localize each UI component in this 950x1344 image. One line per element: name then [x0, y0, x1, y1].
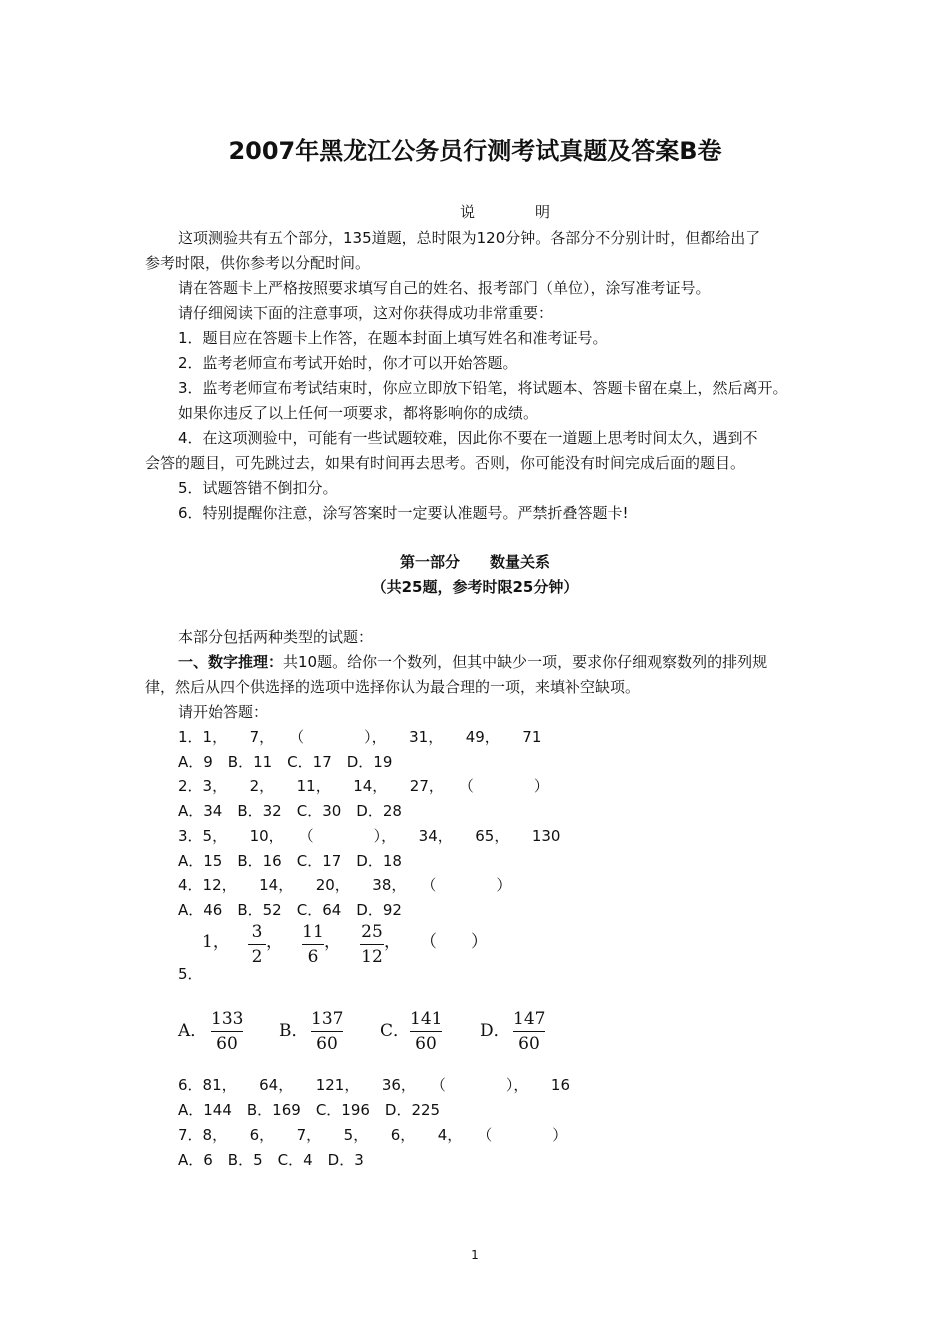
question-5-label: 5．	[178, 965, 203, 983]
intro-heading: 说明	[459, 203, 610, 221]
numerator: 133	[211, 1009, 244, 1029]
question-5-fraction	[360, 921, 384, 968]
numerator: 147	[513, 1009, 546, 1029]
comma: ，	[384, 932, 401, 952]
denominator: 2	[251, 947, 263, 967]
intro-line: 会答的题目，可先跳过去，如果有时间再去思考。否则，你可能没有时间完成后面的题目。	[145, 454, 746, 472]
question-4-options: A．46 B．52 C．64 D．92	[178, 901, 402, 919]
denominator: 60	[415, 1034, 437, 1054]
numerator: 3	[251, 922, 263, 942]
question-2: 2．3， 2， 11， 14， 27， （ ）	[178, 777, 549, 795]
question-7-options: A．6 B．5 C．4 D．3	[178, 1151, 364, 1169]
part-subtitle: （共25题，参考时限25分钟）	[371, 578, 579, 596]
section-text: 律，然后从四个供选择的选项中选择你认为最合理的一项，来填补空缺项。	[145, 678, 641, 696]
question-1: 1．1， 7， （ ）， 31， 49， 71	[178, 728, 542, 746]
begin-prompt: 请开始答题：	[178, 703, 269, 721]
intro-line: 如果你违反了以上任何一项要求，都将影响你的成绩。	[178, 404, 539, 422]
option-d-label: D．	[480, 1021, 511, 1041]
question-5-first-term: 1，	[202, 932, 230, 952]
section-line	[178, 652, 767, 672]
question-3: 3．5， 10， （ ）， 34， 65， 130	[178, 827, 561, 845]
denominator: 60	[216, 1034, 238, 1054]
question-6: 6．81， 64， 121， 36， （ ）， 16	[178, 1076, 571, 1094]
option-a-label: A．	[178, 1021, 208, 1041]
option-b-fraction	[311, 1008, 343, 1055]
option-b-label: B．	[279, 1021, 309, 1041]
intro-line: 参考时限，供你参考以分配时间。	[145, 254, 371, 272]
denominator: 12	[361, 947, 383, 967]
numerator: 11	[302, 922, 324, 942]
question-7: 7．8， 6， 7， 5， 6， 4， （ ）	[178, 1126, 568, 1144]
question-4: 4．12， 14， 20， 38， （ ）	[178, 876, 512, 894]
denominator: 6	[307, 947, 319, 967]
numerator: 137	[311, 1009, 344, 1029]
option-c-label: C．	[380, 1021, 411, 1041]
comma: ，	[266, 932, 283, 952]
question-3-options: A．15 B．16 C．17 D．18	[178, 852, 402, 870]
section-label: 一、数字推理：	[178, 653, 284, 671]
question-5-blank: （ ）	[420, 932, 488, 952]
option-c-fraction	[410, 1008, 442, 1055]
comma: ，	[324, 932, 341, 952]
denominator: 60	[316, 1034, 338, 1054]
section-text: 共10题。给你一个数列，但其中缺少一项，要求你仔细观察数列的排列规	[283, 653, 768, 671]
numerator: 25	[361, 922, 383, 942]
intro-line: 2．监考老师宣布考试开始时，你才可以开始答题。	[178, 354, 518, 372]
numerator: 141	[410, 1009, 443, 1029]
intro-line: 6．特别提醒你注意，涂写答案时一定要认准题号。严禁折叠答题卡!	[178, 504, 629, 522]
intro-line: 请仔细阅读下面的注意事项，这对你获得成功非常重要：	[178, 304, 554, 322]
page-title: 2007年黑龙江公务员行测考试真题及答案B卷	[228, 137, 722, 165]
question-5-fraction	[302, 921, 324, 968]
intro-line: 这项测验共有五个部分，135道题，总时限为120分钟。各部分不分别计时，但都给出了	[178, 229, 761, 247]
intro-line: 1．题目应在答题卡上作答，在题本封面上填写姓名和准考证号。	[178, 329, 608, 347]
denominator: 60	[518, 1034, 540, 1054]
question-5-fraction	[248, 921, 266, 968]
intro-line: 3．监考老师宣布考试结束时，你应立即放下铅笔，将试题本、答题卡留在桌上，然后离开。	[178, 379, 788, 397]
part-intro: 本部分包括两种类型的试题：	[178, 628, 374, 646]
page-number: 1	[471, 1248, 479, 1262]
question-2-options: A．34 B．32 C．30 D．28	[178, 802, 402, 820]
option-a-fraction	[211, 1008, 243, 1055]
question-1-options: A．9 B．11 C．17 D．19	[178, 753, 393, 771]
part-title: 第一部分 数量关系	[399, 553, 550, 571]
intro-line: 5．试题答错不倒扣分。	[178, 479, 338, 497]
intro-line: 请在答题卡上严格按照要求填写自己的姓名、报考部门（单位），涂写准考证号。	[178, 279, 711, 297]
question-6-options: A．144 B．169 C．196 D．225	[178, 1101, 441, 1119]
option-d-fraction	[513, 1008, 545, 1055]
intro-line: 4．在这项测验中，可能有一些试题较难，因此你不要在一道题上思考时间太久，遇到不	[178, 429, 758, 447]
